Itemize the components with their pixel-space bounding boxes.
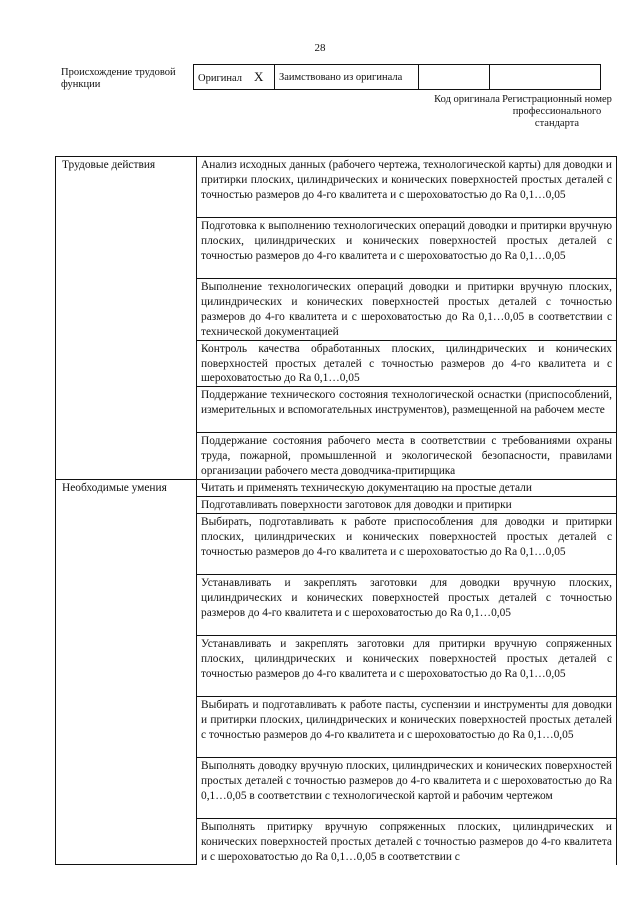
original-cell [194,65,275,90]
skill-item: Подготавливать поверхности заготовок для доводки и притирки [197,496,617,513]
reg-number-cell [490,65,601,90]
code-cell [419,65,490,90]
reg-caption: Регистрационный номер профессионального стандарта [502,94,612,129]
code-caption: Код оригинала [434,94,500,105]
original-mark: X [254,68,264,84]
origin-label: Происхождение трудовой функции [61,67,176,90]
table-row [56,157,617,218]
page-number: 28 [314,42,326,54]
borrowed-cell [275,65,419,90]
labor-action-item: Выполнение технологических операций доводки и притирки вручную плоских, цилиндрических и конических поверхностей простых деталей с точностью размеров до 4-го квалитета и с шероховатостью до Ra 0,1…0,05 в соответствии с технической документацией [197,279,617,341]
skill-item: Устанавливать и закреплять заготовки для притирки вручную сопряженных плоских, цилиндрических и конических поверхностей простых деталей с точностью размеров до 4-го квалитета и с шероховатостью до Ra 0,1…0,05 [197,635,617,696]
table-row [56,480,617,497]
labor-action-item: Подготовка к выполнению технологических операций доводки и притирки вручную плоских, цилиндрических и конических поверхностей простых деталей с точностью размеров до 4-го квалитета и с шероховатостью до Ra 0,1…0,05 [197,218,617,279]
labor-action-item: Поддержание технического состояния технологической оснастки (приспособлений, измерительных и вспомогательных инструментов), размещенной на рабочем месте [197,387,617,433]
labor-actions-heading: Трудовые действия [56,157,197,480]
skill-item: Выполнять доводку вручную плоских, цилиндрических и конических поверхностей простых деталей с точностью размеров до 4-го квалитета и с шероховатостью до Ra 0,1…0,05 в соответствии с технологической картой и рабочим чертежом [197,757,617,818]
borrowed-label: Заимствовано из оригинала [279,71,403,83]
skill-item: Выбирать, подготавливать к работе приспособления для доводки и притирки плоских, цилиндрических и конических поверхностей простых деталей с точностью размеров до 4-го квалитета и с шероховатостью до Ra 0,1…0,05 [197,513,617,574]
skill-item: Выполнять притирку вручную сопряженных плоских, цилиндрических и конических поверхностей простых деталей с точностью размеров до 4-го квалитета и с шероховатостью до Ra 0,1…0,05 в соответствии с [197,818,617,864]
skill-item: Выбирать и подготавливать к работе пасты, суспензии и инструменты для доводки и притирки плоских, цилиндрических и конических поверхностей простых деталей с точностью размеров до 4-го квалитета и с шероховатостью до Ra 0,1…0,05 [197,696,617,757]
labor-action-item: Контроль качества обработанных плоских, цилиндрических и конических поверхностей простых деталей с точностью размеров до 4-го квалитета и с шероховатостью до Ra 0,1…0,05 [197,340,617,387]
labor-action-item: Поддержание состояния рабочего места в соответствии с требованиями охраны труда, пожарной, промышленной и экологической безопасности, правилами организации рабочего места доводчика-притирщика [197,433,617,480]
skill-item: Устанавливать и закреплять заготовки для доводки вручную плоских, цилиндрических и конических поверхностей простых деталей с точностью размеров до 4-го квалитета и с шероховатостью до Ra 0,1…0,05 [197,574,617,635]
skills-heading: Необходимые умения [56,480,197,865]
function-table [55,156,617,865]
original-label: Оригинал [198,72,242,84]
skill-item: Читать и применять техническую документацию на простые детали [197,480,617,497]
origin-table [193,64,601,90]
labor-action-item: Анализ исходных данных (рабочего чертежа, технологической карты) для доводки и притирки плоских, цилиндрических и конических поверхностей простых деталей с точностью размеров до 4-го квалитета и с шероховатостью до Ra 0,1…0,05 [197,157,617,218]
